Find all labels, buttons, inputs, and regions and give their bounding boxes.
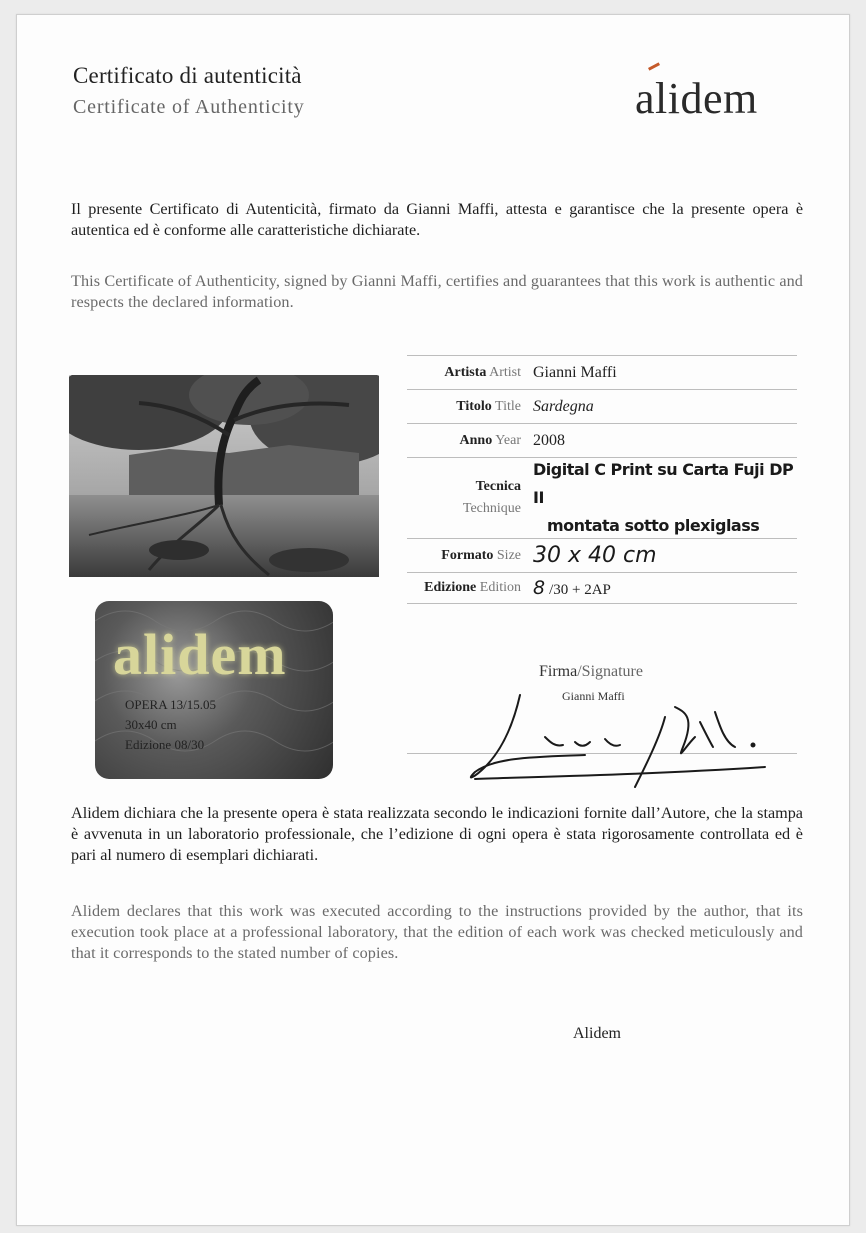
title-english: Certificate of Authenticity [73, 96, 305, 118]
value-edition: /30 + 2AP [549, 582, 611, 598]
label-year: Year [495, 432, 521, 448]
value-edition-number: 8 [533, 577, 546, 599]
signature-label [539, 663, 643, 681]
value-technique-line2: montata sotto plexiglass [547, 516, 760, 535]
signature-label-en: /Signature [577, 663, 643, 680]
title-italian: Certificato di autenticità [73, 63, 302, 88]
intro-italian: Il presente Certificato di Autenticità, firmato da Gianni Maffi, attesta e garantisce che la presente opera è autentica ed è conforme alle caratteristiche dichiarate. [71, 200, 803, 239]
handwritten-signature [445, 687, 775, 797]
declaration-italian: Alidem dichiara che la presente opera è stata realizzata secondo le indicazioni fornite dall’Autore, che la stampa è avvenuta in un laboratorio professionale, che l’edizione di ogni opera è stata rigorosamente controllata ed è pari al numero di esemplari dichiarati. [71, 804, 803, 864]
alidem-logo [635, 73, 758, 124]
declaration-english: Alidem declares that this work was executed according to the instructions provided by the author, that its execution took place at a professional laboratory, that the edition of each work was checked meticulously and that it corresponds to the stated number of copies. [71, 902, 803, 962]
value-technique-line1: Digital C Print su Carta Fuji DP II [533, 460, 794, 507]
row-edition [407, 572, 797, 604]
signer-name: Gianni Maffi [562, 689, 625, 703]
signature-label-it: Firma [539, 663, 578, 680]
value-size: 30 x 40 cm [533, 543, 657, 568]
row-size [407, 538, 797, 572]
row-year [407, 423, 797, 457]
value-title: Sardegna [533, 397, 594, 415]
hologram-opera: OPERA 13/15.05 [125, 697, 217, 712]
artwork-details-table [407, 355, 797, 604]
label-titolo: Titolo [456, 398, 492, 414]
label-artista: Artista [444, 364, 487, 380]
closing-signature: Alidem [573, 1025, 621, 1042]
label-anno: Anno [459, 432, 493, 448]
row-technique [407, 457, 797, 538]
label-edizione: Edizione [424, 580, 477, 595]
label-tecnica: Tecnica [475, 479, 521, 494]
label-technique: Technique [462, 501, 521, 516]
hologram-sticker [95, 601, 333, 779]
label-size: Size [496, 547, 521, 563]
intro-english: This Certificate of Authenticity, signed by Gianni Maffi, certifies and guarantees that this work is authentic and respects the declared information. [71, 272, 803, 311]
artwork-photo [69, 375, 379, 577]
hologram-logo: alidem [113, 622, 287, 687]
label-formato: Formato [441, 547, 494, 563]
label-edition: Edition [479, 580, 521, 595]
hologram-edition: Edizione 08/30 [125, 737, 205, 752]
logo-accent [648, 62, 660, 70]
value-year: 2008 [533, 431, 565, 449]
label-title: Title [495, 398, 521, 414]
hologram-size: 30x40 cm [125, 717, 177, 732]
certificate-sheet [16, 14, 850, 1226]
label-artist: Artist [489, 364, 521, 380]
row-title [407, 389, 797, 423]
brand-name: alidem [635, 74, 758, 123]
row-artist [407, 355, 797, 389]
value-artist: Gianni Maffi [533, 363, 617, 381]
